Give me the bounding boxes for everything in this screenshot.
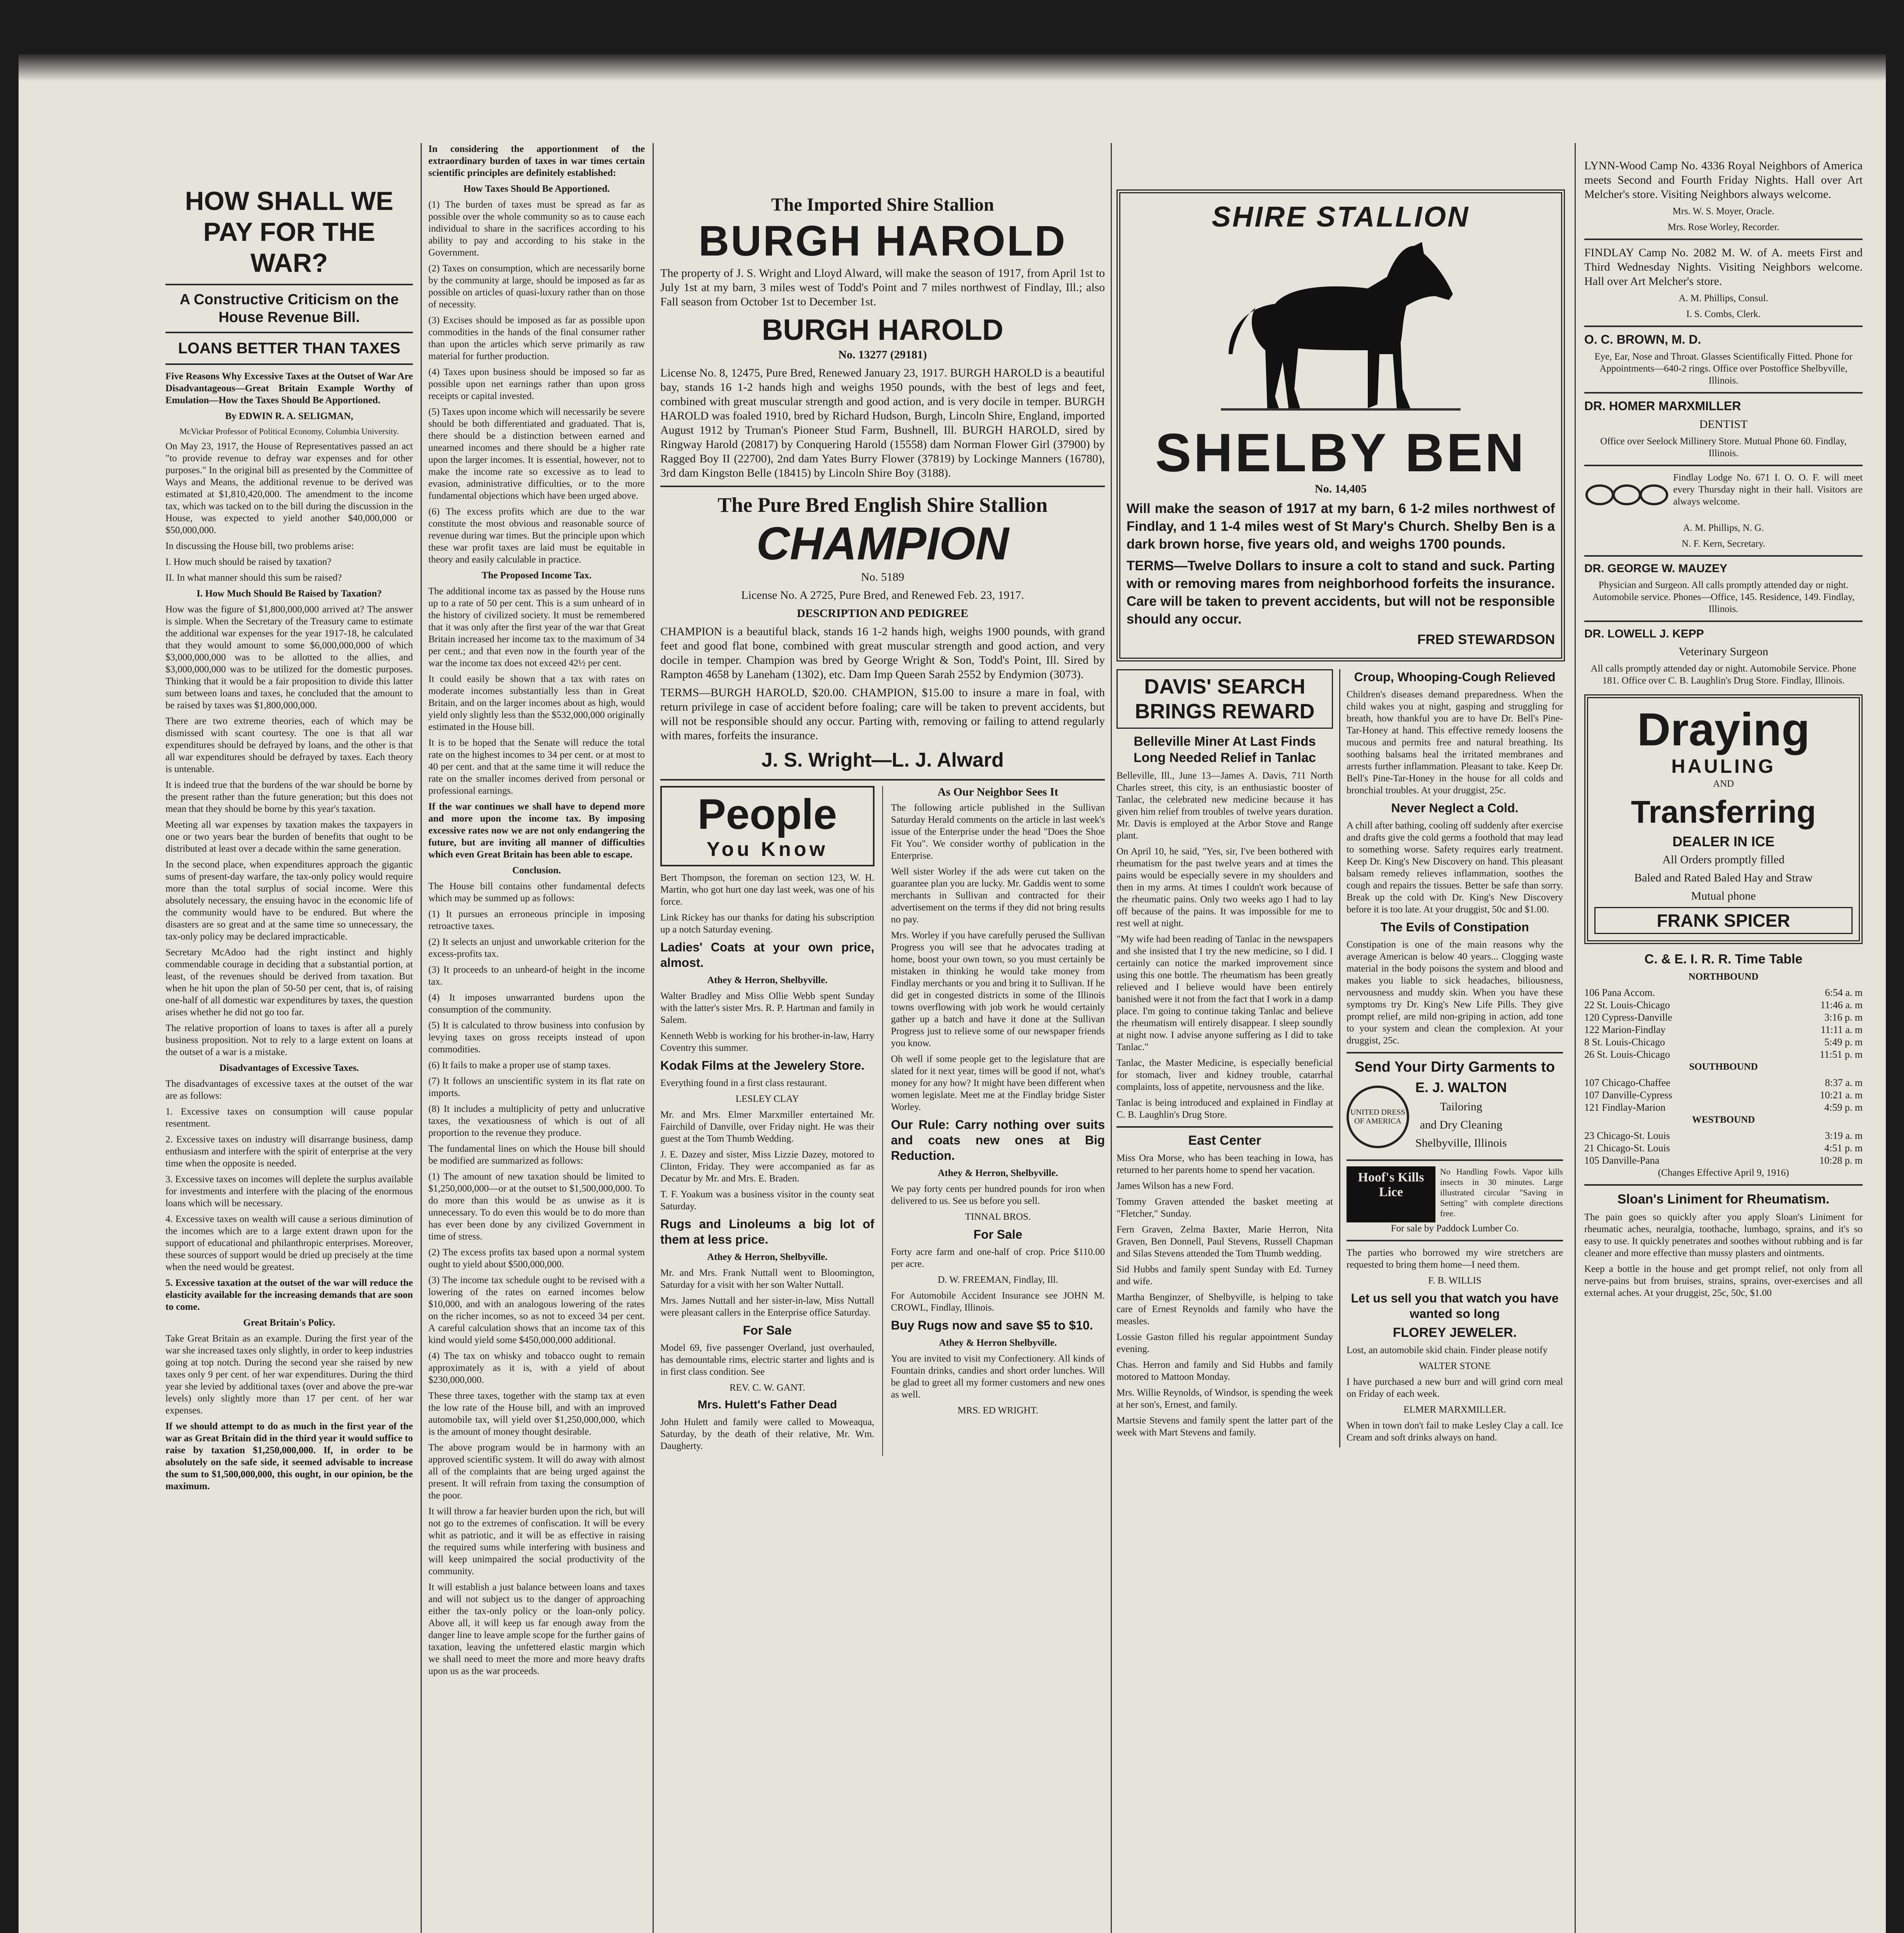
paragraph: (2) The excess profits tax based upon a normal system ought to yield about $500,000,000. [428,1247,645,1270]
item: For Automobile Accident Insurance see JOHN M. CROWL, Findlay, Illinois. [891,1290,1105,1313]
train-time: 11:46 a. m [1820,999,1863,1011]
ad-head: For Sale [743,1323,792,1337]
time-table-row [1584,1077,1863,1089]
doctor-title: Veterinary Surgeon [1679,645,1768,658]
paragraph: (3) It proceeds to an unheard-of height in the income tax. [428,965,645,987]
ad-head: Send Your Dirty Garments to [1354,1059,1555,1075]
ad-signature: J. S. Wright—L. J. Alward [761,749,1004,771]
train-time: 4:59 p. m [1824,1102,1863,1113]
draying-ad [1584,694,1863,944]
seal-text: UNITED DRESS OF AMERICA [1350,1108,1405,1125]
paragraph: In discussing the House bill, two problems arise: [165,541,354,551]
pedigree: CHAMPION is a beautiful black, stands 16 1-2 hands high, weighs 1900 pounds, with grand feet and good flat bone, combined with great muscular strength and good action, and very docile in temper. Champion was bred by George Wright & Son, Todd's Point, Ill. Sired by Rampton 4658 by Laneham (1302), etc. Dam Imp Queen Sarah 2552 by Endymion (3073). [660,625,1105,681]
paragraph: A chill after bathing, cooling off suddenly after exercise and drafts give the cold germs a foothold that may lead to something worse. Safety requires early treatment. Keep Dr. King's New Discovery on hand. This pleasant balsam remedy relieves inflammation, soothes the cough and repairs the tissues. Better be safe than sorry. Break up the cold with Dr. King's New Discovery before it is too late. At your druggist, 50c and $1.00. [1347,820,1563,915]
item: Lost, an automobile skid chain. Finder please notify [1347,1345,1548,1355]
train-time: 3:19 a. m [1825,1130,1863,1141]
section-heading: How Taxes Should Be Apportioned. [463,184,610,194]
ad-sign: MRS. ED WRIGHT. [957,1405,1038,1416]
divider [1347,1159,1563,1161]
paragraph: I. How much should be raised by taxation? [165,557,332,567]
item: When in town don't fail to make Lesley Clay a call. Ice Cream and soft drinks always on hand. [1347,1420,1563,1443]
paragraph: It is to be hoped that the Senate will reduce the total rate on the highest incomes to 34 per cent. or at most to 40 per cent. and that at the same time it will reduce the rate on the smaller incomes derived from personal or professional earnings. [428,738,645,796]
paragraph: (8) It includes a multiplicity of petty and unlucrative taxes, the vexatiousness of which is out of all proportion to the revenue they produce. [428,1104,645,1138]
time-table-row [1584,1036,1863,1048]
item: Martha Benginzer, of Shelbyville, is helping to take care of Ernest Reynolds and family who have the measles. [1116,1292,1333,1326]
ad-head: Buy Rugs now and save $5 to $10. [891,1318,1093,1332]
name-plate [1594,907,1853,934]
brand-block: Hoof's Kills Lice [1347,1166,1435,1222]
subhead: LOANS BETTER THAN TAXES [178,340,401,357]
divider [1584,465,1863,466]
item: Kenneth Webb is working for his brother-in-law, Harry Coventry this summer. [660,1031,874,1053]
officer: Mrs. W. S. Moyer, Oracle. [1672,206,1774,216]
column-rule [1339,669,1340,1447]
divider [1347,1240,1563,1241]
divider [1116,1126,1333,1128]
time-table-row [1584,987,1863,999]
neighbor-column [891,786,1105,1456]
column-rule [882,786,883,1456]
item: Model 69, five passenger Overland, just overhauled, has demountable rims, electric starter and lights and is in first class condition. See [660,1343,874,1377]
paragraph: (3) The income tax schedule ought to be revised with a lowering of the rates on earned incomes below $10,000, and with an analogous lowering of the rates on the richer incomes, so as not to exceed 34 per cent. A careful calculation shows that an income tax of this kind would yield some $450,000,000 additional. [428,1275,645,1345]
business-name: FLOREY JEWELER. [1393,1325,1517,1340]
ad-head: Rugs and Linoleums a big lot of them at less price. [660,1217,874,1246]
paragraph: On April 10, he said, "Yes, sir, I've been bothered with rheumatism for the past twelve years and at times the pains would be especially severe in my shoulders and then in my arms. At times I couldn't work because of the rheumatic pains. Only two weeks ago I had to lay off because of the pains. It was impossible for me to rest well at night. [1116,846,1333,929]
paragraph: Constipation is one of the main reasons why the average American is below 40 years... Clogging waste material in the body poisons the system and blood and makes you liable to sick headaches, biliousness, nervousness and muddy skin. When you have these symptoms try Dr. King's New Life Pills. They give prompt relief, are mild non-griping in action, add tone to your system and clean the complexion. At your druggist, 25c. [1347,939,1563,1046]
item: Walter Bradley and Miss Ollie Webb spent Sunday with the latter's sister Mrs. R. P. Hartman and family in Salem. [660,991,874,1025]
paragraph: Meeting all war expenses by taxation makes the taxpayers in one or two years bear the burden of benefits that ought to be distributed at least over a decade within the same generation. [165,820,413,854]
item: Chas. Herron and family and Sid Hubbs and family motored to Mattoon Monday. [1116,1360,1333,1382]
paragraph: (1) The amount of new taxation should be limited to $1,250,000,000—or at the outset to $1,500,000,000. To do more than this would be as unwise as it is unnecessary. To do even this would be to do more than has ever been done by any civilized Government in time of stress. [428,1171,645,1242]
stallion-number: No. 14,405 [1314,482,1367,495]
paragraph: It could easily be shown that a tax with rates on moderate incomes substantially less than in Great Britain, and on the larger incomes about as high, would yield only slightly less than the $532,000,000 originally estimated in the House bill. [428,674,645,732]
table-section-rows [1584,1130,1863,1167]
license: License No. A 2725, Pure Bred, and Renewed Feb. 23, 1917. [741,589,1024,602]
item: I have purchased a new burr and will grind corn meal on Friday of each week. [1347,1377,1563,1399]
byline: By EDWIN R. A. SELIGMAN, [225,411,353,421]
train-name: 23 Chicago-St. Louis [1584,1130,1670,1141]
divider [1347,1052,1563,1053]
paragraph: (3) Excises should be imposed as far as possible upon commodities in the hands of the final consumer rather than upon the articles which serve primarily as raw material for further production. [428,315,645,361]
item: John Hulett and family were called to Moweaqua, Saturday, by the death of their relative, Mr. Wm. Daugherty. [660,1417,874,1451]
ad-kicker: The Imported Shire Stallion [771,194,994,215]
item: J. E. Dazey and sister, Miss Lizzie Dazey, motored to Clinton, Friday. They were accompanied as far as Decatur by Mr. and Mrs. E. Braden. [660,1149,874,1184]
divider [1584,326,1863,327]
ad-sign: D. W. FREEMAN, Findlay, Ill. [938,1275,1059,1285]
paragraph: The disadvantages of excessive taxes at the outset of the war are as follows: [165,1079,413,1101]
deck: Five Reasons Why Excessive Taxes at the Outset of War Are Disadvantageous—Great Britain Example Worthy of Emulation—How the Taxes Should Be Apportioned. [165,371,413,406]
ad-sign: LESLEY CLAY [735,1094,799,1104]
item: Well sister Worley if the ads were cut taken on the guarantee plan you are lucky. Mr. Gaddis went to some merchants in Sullivan and contracted for their advertisement on the terms if they did not bring results no pay. [891,866,1105,925]
item: Oh well if some people get to the legislature that are slated for it next year, times will be good if not, what's money for any how? It might have been different when women legislate. Meet me at the Findlay bridge Sister Worley. [891,1054,1105,1112]
doctor-name: DR. GEORGE W. MAUZEY [1584,562,1728,575]
ad-line: Transferring [1631,794,1816,830]
paragraph: (1) It pursues an erroneous principle in imposing retroactive taxes. [428,909,645,931]
burgh-harold-ad [660,143,1105,480]
item: Mrs. James Nuttall and her sister-in-law, Miss Nuttall were pleasant callers in the Enterprise office Saturday. [660,1295,874,1318]
lower-middle [660,786,1105,1456]
divider [660,779,1105,781]
time-table [1584,952,1863,1179]
torn-edge [19,54,1886,81]
item: Everything found in a first class restaurant. [660,1078,827,1088]
paragraph: If the war continues we shall have to depend more and more upon the income tax. By imposing excessive rates now we are not only endangering the future, but are inviting all manner of difficulties which even Great Britain has been able to escape. [428,801,645,860]
train-time: 11:51 p. m [1820,1049,1863,1060]
walton-ad [1347,1079,1563,1154]
ad-sign: Athey & Herron, Shelbyville. [707,1252,828,1262]
time-table-row [1584,999,1863,1011]
paragraph: "My wife had been reading of Tanlac in the newspapers and she insisted that I try the new medicine, so I did. I certainly can notice the marked improvement since using this one bottle. The rheumatism has been greatly relieved and I believe would have been entirely banished were it not from the fact that I work in a damp place. I'm going to continue taking Tanlac and believe the rheumatism will entirely disappear. I sleep soundly at night now. I advise anyone suffering as I did to take Tanlac." [1116,934,1333,1052]
lodge-text: LYNN-Wood Camp No. 4336 Royal Neighbors of America meets Second and Fourth Friday Nights. Hall over Art Melcher's store. Visiting Neighbors always welcome. [1584,159,1863,201]
stallion-name: CHAMPION [756,518,1009,569]
ad-body: No Handling Fowls. Vapor kills insects in 30 minutes. Large illustrated circular "Saving in Setting" with complete directions free. [1440,1167,1563,1218]
paragraph: Tanlac, the Master Medicine, is especially beneficial for stomach, liver and kidney trouble, catarrhal complaints, loss of appetite, nervousness and the like. [1116,1058,1333,1092]
section-heading: Sloan's Liniment for Rheumatism. [1617,1192,1830,1207]
paragraph: 2. Excessive taxes on industry will disarrange business, damp enthusiasm and interfere with the spirit of enterprise at the very time when the opposite is needed. [165,1134,413,1169]
train-name: 21 Chicago-St. Louis [1584,1142,1670,1154]
column-rule [653,143,654,1933]
paragraph: The additional income tax as passed by the House runs up to a rate of 50 per cent. This is a sum unheard of in the history of civilized society. It must be remembered that it was only after the first year of the war that Great Britain increased her income tax to the maximum of 34 per cent.; and that even now in the fourth year of the war the income tax does not exceed 42½ per cent. [428,586,645,668]
item: Mr. and Mrs. Elmer Marxmiller entertained Mr. Fairchild of Danville, over Friday night. He was their guest at the Tom Thumb Wedding. [660,1110,874,1144]
paragraph: 5. Excessive taxation at the outset of the war will reduce the elasticity available for the increasing demands that are soon to come. [165,1278,413,1312]
time-table-row [1584,1101,1863,1114]
right-subcolumn [1347,669,1563,1447]
paragraph: The property of J. S. Wright and Lloyd Alward, will make the season of 1917, from April 1st to July 1st at my barn, 3 miles west of Todd's Point and 7 miles northwest of Findlay, Ill.; also Fall season from October 1st to December 1st. [660,267,1105,308]
train-name: 122 Marion-Findlay [1584,1024,1666,1035]
business-name: FRANK SPICER [1657,910,1790,931]
section-heading: The Evils of Constipation [1380,920,1529,934]
terms: TERMS—BURGH HAROLD, $20.00. CHAMPION, $15.00 to insure a mare in foal, with return privilege in case of accident before foaling; care will be taken to prevent accidents, but will not be responsible should any occur. Parting with, removing or failing to attend regularly with mares, forfeits the insurance. [660,686,1105,742]
shelby-ben-ad [1116,189,1565,661]
section-heading: I. How Much Should Be Raised by Taxation? [196,588,382,599]
train-time: 10:28 p. m [1819,1155,1863,1166]
paragraph: 4. Excessive taxes on wealth will cause a serious diminution of the incomes which are to a large extent drawn upon for the support of educational and philanthropic enterprises. Moreover, these sources of support would be dried up precisely at the time when the need would be greatest. [165,1214,413,1272]
paragraph: 1. Excessive taxes on consumption will cause popular resentment. [165,1106,413,1129]
item: T. F. Yoakum was a business visitor in the county seat Saturday. [660,1189,874,1212]
item: Forty acre farm and one-half of crop. Price $110.00 per acre. [891,1247,1105,1269]
ad-line: Tailoring [1440,1100,1483,1113]
doctor-details: Eye, Ear, Nose and Throat. Glasses Scientifically Fitted. Phone for Appointments—640-2 rings. Office over Postoffice Shelbyville, Illinois. [1594,351,1853,386]
union-label-seal [1347,1086,1409,1148]
middle-column [660,143,1105,1933]
ad-sign: F. B. WILLIS [1428,1275,1481,1286]
headline: DAVIS' SEARCH BRINGS REWARD [1135,675,1315,723]
section-heading: Great Britain's Policy. [243,1318,335,1328]
item: The parties who borrowed my wire stretchers are requested to bring them home—I need them. [1347,1248,1563,1270]
paragraph: The fundamental lines on which the House bill should be modified are summarized as follows: [428,1144,645,1166]
paragraph: (2) It selects an unjust and unworkable criterion for the excess-profits tax. [428,937,645,959]
time-table-row [1584,1048,1863,1061]
pedigree: License No. 8, 12475, Pure Bred, Renewed January 23, 1917. BURGH HAROLD is a beautiful bay, stands 16 1-2 hands high and weighs 1950 pounds, with the best of legs and feet, combined with great muscular strength and good action, and is very docile in temper. BURGH HAROLD was foaled 1910, bred by Richard Hudson, Burgh, Lincoln Shire, England, imported August 1912 by Truman's Pioneer Stud Farm, Bushnell, Ill. BURGH HAROLD, sired by Ringway Harold (20817) by Conquering Harold (15558) dam Norman Flower Girl (37900) by Ragged Boy II (22700), 2nd dam Yates Burry Flower (37819) by Lockinge Manners (16780), 3rd dam Kingston Belle (18415) by Lincoln Shire Boy (3188). [660,366,1105,479]
divider [165,332,413,333]
train-name: 121 Findlay-Marion [1584,1102,1666,1113]
ad-sign: WALTER STONE [1419,1361,1491,1371]
right-middle-column [1116,143,1565,1933]
ad-head: Kodak Films at the Jewelery Store. [660,1059,865,1072]
ad-head: For Sale [973,1227,1023,1241]
train-time: 3:16 p. m [1824,1012,1863,1023]
paragraph: On May 23, 1917, the House of Representatives passed an act "to provide revenue to defray war expenses and for other purposes." In the original bill as presented by the Committee of Ways and Means, the additional revenue to be derived was estimated at $1,810,420,000. The amendment to the income tax, which was tacked on to the bill during the discussion in the House, was expected to yield another $40,000,000 or $50,000,000. [165,441,413,535]
ad-line: HAULING [1671,755,1776,777]
stallion-name: BURGH HAROLD [698,217,1067,265]
item: You are invited to visit my Confectionery. All kinds of Fountain drinks, candies and short order lunches. Will be glad to greet all my former customers and new ones as well. [891,1353,1105,1400]
ad-kicker: The Pure Bred English Shire Stallion [718,493,1048,516]
terms: TERMS—Twelve Dollars to insure a colt to stand and suck. Parting with or removing mares from neighborhood forfeits the insurance. Care will be taken to prevent accidents, but will not be responsible should any occur. [1127,558,1555,627]
paragraph: Secretary McAdoo had the right instinct and highly commendable courage in deciding that a substantial portion, at least, of the revenues should be derived from taxation. But when he hit upon the plan of 50-50 per cent, that is, of raising one-half of all domestic war expenditures by taxes, the question arises whether he did not go too far. [165,947,413,1018]
column-rule [421,143,422,1933]
chain-links-icon [1584,472,1669,522]
stallion-name: SHELBY BEN [1155,422,1526,483]
paragraph: (2) Taxes on consumption, which are necessarily borne by the community at large, should be imposed as far as possible on articles of quasi-luxury rather than on those of necessity. [428,263,645,310]
item: Sid Hubbs and family spent Sunday with Ed. Turney and wife. [1116,1264,1333,1287]
war-article-column-1 [165,143,413,1933]
section-heading: Never Neglect a Cold. [1391,801,1519,815]
paragraph: (6) The excess profits which are due to the war constitute the most obvious and reasonable source of revenue during war times. But the principle upon which these war profit taxes are laid must be equitable in theory and easily calculable in practice. [428,506,645,565]
lower-right-middle [1116,669,1565,1447]
paragraph: It will throw a far heavier burden upon the rich, but will not go to the extremes of confiscation. It will be every whit as patriotic, and it will be as effective in raising the required sums while interfering with business and will keep unimpaired the social productivity of the community. [428,1506,645,1577]
business-name: E. J. WALTON [1415,1079,1507,1095]
ad-sign: REV. C. W. GANT. [729,1382,805,1393]
train-name: 120 Cypress-Danville [1584,1012,1672,1023]
paragraph: (4) The tax on whisky and tobacco ought to remain approximately as it is, with a yield of about $230,000,000. [428,1351,645,1385]
column-rule [1575,143,1576,1933]
paragraph: In considering the apportionment of the extraordinary burden of taxes in war times certain scientific principles are definitely established: [428,144,645,178]
doctor-name: DR. HOMER MARXMILLER [1584,399,1741,413]
champion-ad [660,493,1105,774]
ad-signature: FRED STEWARDSON [1417,632,1555,647]
table-section: WESTBOUND [1692,1115,1755,1125]
ad-line: and Dry Cleaning [1420,1118,1502,1131]
item: Link Rickey has our thanks for dating his subscription up a notch Saturday evening. [660,912,874,935]
paragraph: If we should attempt to do as much in the first year of the war as Great Britain did in the third year it would suffice to raise by taxation $1,250,000,000. If, in order to be absolutely on the safe side, it seemed advisable to increase the sum to $1,500,000,000, this ought, in our opinion, be the maximum. [165,1421,413,1492]
horse-illustration [1221,238,1461,420]
officer: I. S. Combs, Clerk. [1686,309,1761,319]
people-you-know [660,786,874,1456]
table-section: SOUTHBOUND [1689,1062,1758,1072]
rna-notice [1584,159,1863,233]
item: The following article published in the Sullivan Saturday Herald comments on the article in last week's issue of the Enterprise under the head "Does the Shoe Fit You". We consider worthy of publication in the Enterprise. [891,803,1105,861]
paragraph: (1) The burden of taxes must be spread as far as possible over the whole community so as to cause each individual to share in the sacrifices according to his ability to pay and according to his stake in the Government. [428,199,645,258]
time-table-row [1584,1024,1863,1036]
paragraph: These three taxes, together with the stamp tax at even the low rate of the House bill, and with an improved automobile tax, will yield over $1,250,000,000, which is the amount of money thought desirable. [428,1391,645,1437]
time-table-row [1584,1154,1863,1167]
headline: HOW SHALL WE PAY FOR THE WAR? [185,186,394,278]
section-heading: Conclusion. [512,865,561,876]
paragraph: In the second place, when expenditures approach the gigantic sums of present-day warfare, the tax-only policy would require more than the total surplus of social income. Were this absolutely necessary, the ensuing havoc in the economic life of the community would have to be endured. But where the disasters are so great and at the same time so unnecessary, the tax-only policy may be declared impracticable. [165,859,413,942]
paragraph: 3. Excessive taxes on incomes will deplete the surplus available for investments and interfere with the placing of the enormous loans which will be necessary. [165,1174,413,1209]
item: James Wilson has a new Ford. [1116,1181,1234,1191]
paragraph: (6) It fails to make a proper use of stamp taxes. [428,1060,611,1070]
section-heading: East Center [1188,1133,1261,1148]
time-table-row [1584,1089,1863,1101]
officer: A. M. Phillips, Consul. [1679,293,1768,303]
divider [165,363,413,365]
paragraph: Keep a bottle in the house and get prompt relief, not only from all nerve-pains but from bruises, strains, sprains, over-exercises and all external aches. At your druggist, 25c, 50c, $1.00 [1584,1264,1863,1298]
train-time: 6:54 a. m [1825,987,1863,998]
section-heading: The Proposed Income Tax. [481,570,592,581]
ad-line: Mutual phone [1691,890,1756,902]
paragraph: It is indeed true that the burdens of the war should be borne by the present rather than the future generation; but this does not mean that they should be borne by this year's taxation. [165,780,413,814]
table-section-rows [1584,987,1863,1061]
train-time: 11:11 a. m [1820,1024,1863,1035]
paragraph: The pain goes so quickly after you apply Sloan's Liniment for rheumatic aches, neuralgia, toothache, lumbago, sprains, and it's so easy to use. It quickly penetrates and soothes without rubbing and is far cleaner and more effective than mussy plasters and ointments. [1584,1212,1863,1258]
item: Miss Ora Morse, who has been teaching in Iowa, has returned to her parents home to spend her vacation. [1116,1153,1333,1175]
divider [1584,392,1863,394]
divider [660,486,1105,487]
divider [1584,1184,1863,1186]
ad-head: Ladies' Coats at your own price, almost. [660,940,874,970]
ad-head: Mrs. Hulett's Father Dead [697,1398,837,1411]
paragraph: (4) It imposes unwarranted burdens upon the consumption of the community. [428,992,645,1015]
ad-line: DEALER IN ICE [1672,834,1775,849]
stallion-number: No. 13277 (29181) [838,348,927,361]
ioof-notice [1584,472,1863,522]
ad-line: Shelbyville, Illinois [1415,1137,1507,1149]
subhead: A Constructive Criticism on the House Revenue Bill. [179,291,399,326]
train-name: 26 St. Louis-Chicago [1584,1049,1670,1060]
table-title: C. & E. I. R. R. Time Table [1644,952,1803,966]
section-heading: As Our Neighbor Sees It [938,786,1059,798]
officer: Mrs. Rose Worley, Recorder. [1667,222,1780,232]
train-name: 106 Pana Accom. [1584,987,1655,998]
paragraph: Tanlac is being introduced and explained in Findlay at C. B. Laughlin's Drug Store. [1116,1098,1333,1120]
ad-title: Draying [1637,704,1810,755]
section-heading: DESCRIPTION AND PEDIGREE [797,607,968,620]
newspaper-page [19,54,1886,1933]
table-section: NORTHBOUND [1688,972,1759,982]
lodge-text: Findlay Lodge No. 671 I. O. O. F. will meet every Thursday night in their hall. Visitors are always welcome. [1673,472,1863,507]
item: Mrs. Willie Reynolds, of Windsor, is spending the week at her son's, Ernest, and family. [1116,1388,1333,1410]
paragraph: (5) It is calculated to throw business into confusion by levying taxes on gross receipts instead of upon commodities. [428,1020,645,1055]
paragraph: Children's diseases demand preparedness. When the child wakes you at night, gasping and struggling for breath, how thankful you are to have Dr. Bell's Pine-Tar-Honey at hand. This effective remedy loosens the mucous and permits free and natural breathing. Its soothing balsams heal the irritated membranes and arrests further inflammation. Pleasant to take. Keep Dr. Bell's Pine-Tar-Honey in the house for all colds and bronchial troubles. At your druggist, 25c. [1347,689,1563,796]
section-subtitle: You Know [706,838,828,861]
paragraph: The House bill contains other fundamental defects which may be summed up as follows: [428,881,645,903]
ad-body: Will make the season of 1917 at my barn, 6 1-2 miles northwest of Findlay, and 1 1-4 miles west of St Mary's Church. Shelby Ben is a dark brown horse, five years old, and weighs 1700 pounds. [1127,501,1555,552]
item: Mr. and Mrs. Frank Nuttall went to Bloomington, Saturday for a visit with her son Walter Nuttall. [660,1268,874,1290]
stallion-number: No. 5189 [861,571,904,583]
paragraph: How was the figure of $1,800,000,000 arrived at? The answer is simple. When the Secretary of the Treasury came to estimate the additional war expenses for the year 1917-18, he calculated that they would amount to some $6,000,000,000 of which $3,000,000,000 was to be allotted to the allies, and $3,000,000,000 was to be utilized for the domestic purposes. Thinking that it would be a fair proposition to divide this latter sum between loans and taxes, he concluded that the amount to be raised by taxes was $1,800,000,000. [165,604,413,711]
mwa-notice [1584,245,1863,320]
train-time: 8:37 a. m [1825,1077,1863,1088]
paragraph: (7) It follows an unscientific system in its flat rate on imports. [428,1076,645,1098]
item: Bert Thompson, the foreman on section 123, W. H. Martin, who got hurt one day last week, was one of his force. [660,873,874,907]
item: Lossie Gaston filled his regular appointment Sunday evening. [1116,1332,1333,1354]
people-masthead [660,786,874,866]
item: Mrs. Worley if you have carefully perused the Sullivan Progress you will see that he advocates trading at home, boost your own town, so you must certainly be mistaken in thinking he would take money from Findlay merchants or you and bring it to Sullivan. If he did get in congested districts in some of the Illinois towns overflowing with job work he would certainly gather up a batch and have it done at the Sullivan Progress just to relieve some of our newspaper friends you know. [891,930,1105,1048]
time-table-row [1584,1011,1863,1024]
paragraph: It will establish a just balance between loans and taxes and will not subject us to the danger of approaching either the tax-only policy or the loan-only policy. Above all, it will keep us far enough away from the danger line to leave ample scope for the further gains of taxation, leaving the unfettered elastic margin which we shall need to meet the more and more heavy drafts upon us as the war proceeds. [428,1582,645,1676]
train-time: 10:21 a. m [1820,1089,1863,1101]
doctor-details: All calls promptly attended day or night. Automobile Service. Phone 181. Office over C. B. Laughlin's Drug Store. Findlay, Illinois. [1590,663,1856,686]
divider [1584,239,1863,240]
table-section-rows [1584,1077,1863,1114]
ad-line: All Orders promptly filled [1662,853,1785,866]
ad-head: Let us sell you that watch you have wanted so long [1351,1291,1559,1321]
davis-headline-box [1116,669,1333,729]
stallion-name: BURGH HAROLD [762,314,1004,346]
train-name: 8 St. Louis-Chicago [1584,1036,1665,1048]
paragraph: II. In what manner should this sum be raised? [165,573,342,583]
ad-sign: Athey & Herron, Shelbyville. [938,1168,1058,1178]
train-name: 105 Danville-Pana [1584,1155,1660,1166]
section-heading: Croup, Whooping-Cough Relieved [1354,670,1556,684]
paragraph: (4) Taxes upon business should be imposed so far as possible upon net earnings rather than upon gross receipts or capital invested. [428,367,645,401]
item: Fern Graven, Zelma Baxter, Marie Herron, Nita Graven, Ben Donnell, Paul Stevens, Russell Chapman and Silas Stevens attended the Tom Thumb wedding. [1116,1224,1333,1259]
ad-head: Our Rule: Carry nothing over suits and coats new ones at Big Reduction. [891,1118,1105,1163]
paragraph: The relative proportion of loans to taxes is after all a purely business proposition. Not to rely to a large extent on loans at the outset of a war is a mistake. [165,1023,413,1057]
left-subcolumn [1116,669,1333,1447]
ad-line: Baled and Rated Baled Hay and Straw [1634,871,1813,884]
section-title: People [697,791,837,838]
train-time: 5:49 p. m [1824,1036,1863,1048]
divider [1584,555,1863,557]
doctor-name: DR. LOWELL J. KEPP [1584,627,1704,640]
ad-sign: ELMER MARXMILLER. [1403,1405,1506,1415]
lice-killer-ad [1347,1166,1563,1222]
column-rule [1111,143,1112,1933]
officer: N. F. Kern, Secretary. [1681,539,1766,549]
ad-sign: Athey & Herron Shelbyville. [939,1338,1057,1348]
ad-kicker: SHIRE STALLION [1212,201,1470,233]
divider [1584,620,1863,622]
lodge-text: FINDLAY Camp No. 2082 M. W. of A. meets First and Third Wednesday Nights. Visiting Neighbors welcome. Hall over Art Melcher's store. [1584,246,1863,288]
train-name: 107 Chicago-Chaffee [1584,1077,1670,1088]
item: We pay forty cents per hundred pounds for iron when delivered to us. See us before you sell. [891,1184,1105,1206]
ad-sign: Athey & Herron, Shelbyville. [707,975,828,985]
paragraph: Belleville, Ill., June 13—James A. Davis, 711 North Charles street, this city, is an enthusiastic booster of Tanlac, the celebrated new medicine because it has given him relief from troubles of twelve years duration. Mr. Davis is employed at the Arbor Stove and Range plant. [1116,770,1333,841]
ad-sign: TINNAL BROS. [965,1212,1031,1222]
credit: McVickar Professor of Political Economy, Columbia University. [179,426,399,436]
paragraph: There are two extreme theories, each of which may be dismissed with scant courtesy. The one is that all war expenditures should be defrayed by loans, and the other is that all war expenditures should be defrayed by taxes. Each theory is untenable. [165,716,413,774]
ad-line: AND [1713,779,1734,789]
war-article-column-2 [428,143,645,1933]
doctor-details: Physician and Surgeon. All calls promptly attended day or night. Automobile service. Phones—Office, 145. Residence, 149. Findlay, Illinois. [1592,580,1855,614]
time-table-row [1584,1130,1863,1142]
paragraph: The above program would be in harmony with an approved scientific system. It will do away with almost all of the complaints that are being urged against the present. It will refrain from taxing the consumption of the poor. [428,1442,645,1501]
train-name: 107 Danville-Cypress [1584,1089,1672,1101]
doctor-details: Office over Seelock Millinery Store. Mutual Phone 60. Findlay, Illinois. [1600,436,1847,459]
time-table-row [1584,1142,1863,1154]
item: Tommy Graven attended the basket meeting at "Fletcher," Sunday. [1116,1197,1333,1219]
subhead: Belleville Miner At Last Finds Long Needed Relief in Tanlac [1134,734,1316,765]
table-note: (Changes Effective April 9, 1916) [1658,1168,1789,1178]
doctor-title: DENTIST [1699,418,1748,431]
officer: A. M. Phillips, N. G. [1683,523,1764,533]
divider [165,284,413,285]
item: Martsie Stevens and family spent the latter part of the week with Mart Stevens and family. [1116,1415,1333,1438]
section-heading: Disadvantages of Excessive Taxes. [219,1063,359,1073]
train-name: 22 St. Louis-Chicago [1584,999,1670,1011]
doctor-name: O. C. BROWN, M. D. [1584,332,1701,346]
ad-sign: For sale by Paddock Lumber Co. [1391,1223,1519,1234]
directory-column [1584,143,1863,1933]
train-time: 4:51 p. m [1824,1142,1863,1154]
paragraph: Take Great Britain as an example. During the first year of the war she increased taxes only slightly, in order to keep industries going at top notch. During the second year she raised by new taxes only 9 per cent. of her war expenditures. During the third year she levied by additional taxes (over and above the pre-war levels) only slightly more than 17 per cent. of her war expenses. [165,1333,413,1416]
paragraph: (5) Taxes upon income which will necessarily be severe should be both differentiated and graduated. That is, there should be a distinction between earned and unearned incomes and there should be a higher rate upon the larger incomes. It is essential, however, not to make the income rate so excessive as to lead to evasion, administrative difficulties, or to the more fundamental objections which have been urged above. [428,407,645,501]
